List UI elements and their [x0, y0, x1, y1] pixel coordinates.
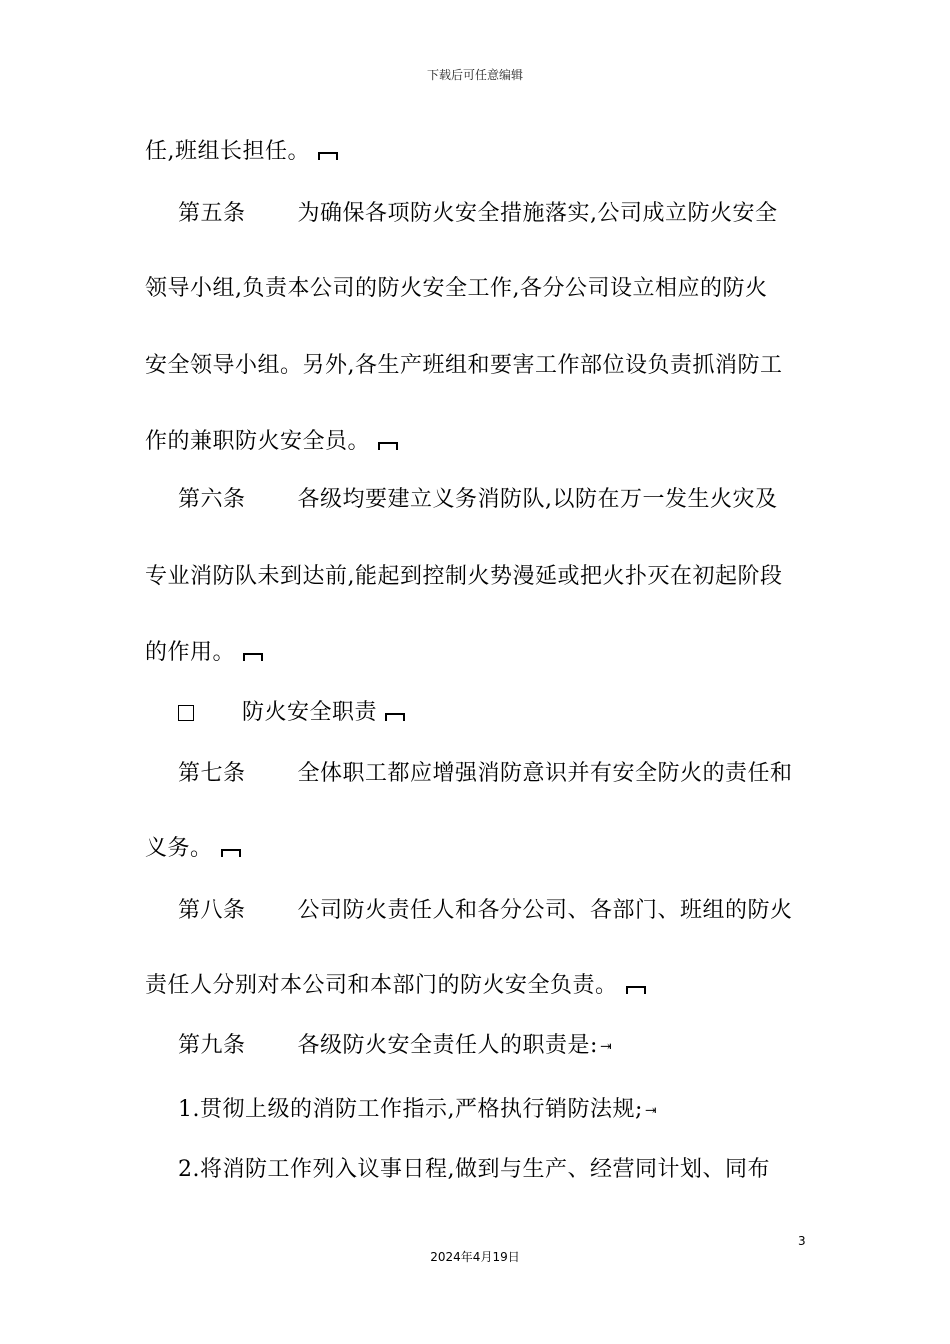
paragraph-mark-icon: [318, 152, 338, 160]
list-item: [178, 1152, 770, 1183]
page-header: 下载后可任意编辑: [426, 68, 523, 82]
line-text: 各级防火安全责任人的职责是:: [297, 1033, 598, 1058]
text-line: [145, 559, 783, 590]
article-line: [178, 1028, 612, 1059]
line-text: 任,班组长担任。: [145, 139, 310, 164]
line-text: 安全领导小组。另外,各生产班组和要害工作部位设负责抓消防工: [145, 353, 783, 378]
line-text: 作的兼职防火安全员。: [145, 429, 371, 454]
article-label: 第八条: [178, 898, 246, 923]
text-line: [145, 831, 241, 862]
line-text: 2.将消防工作列入议事日程,做到与生产、经营同计划、同布: [178, 1157, 770, 1182]
text-line: [145, 424, 398, 455]
line-break-mark-icon: ⇥: [644, 1103, 658, 1119]
line-text: 各级均要建立义务消防队,以防在万一发生火灾及: [297, 487, 778, 512]
line-text: 的作用。: [145, 640, 236, 665]
text-line: [145, 968, 646, 999]
line-text: 义务。: [145, 836, 213, 861]
line-text: 全体职工都应增强消防意识并有安全防火的责任和: [297, 761, 793, 786]
article-line: [178, 196, 778, 227]
paragraph-mark-icon: [385, 713, 405, 721]
section-heading-line: [178, 695, 405, 726]
article-label: 第五条: [178, 201, 246, 226]
text-line: [145, 134, 338, 165]
paragraph-mark-icon: [221, 849, 241, 857]
page-number: 3: [798, 1234, 806, 1248]
line-text: 1.贯彻上级的消防工作指示,严格执行销防法规;: [178, 1097, 643, 1122]
paragraph-mark-icon: [378, 442, 398, 450]
line-text: 为确保各项防火安全措施落实,公司成立防火安全: [297, 201, 778, 226]
article-line: [178, 893, 793, 924]
line-break-mark-icon: ⇥: [599, 1039, 613, 1055]
section-heading: 防火安全职责: [242, 700, 378, 725]
article-line: [178, 756, 793, 787]
text-line: [145, 635, 263, 666]
line-text: 责任人分别对本公司和本部门的防火安全负责。: [145, 973, 618, 998]
line-text: 专业消防队未到达前,能起到控制火势漫延或把火扑灭在初起阶段: [145, 564, 783, 589]
article-line: [178, 482, 778, 513]
list-item: [178, 1092, 657, 1123]
checkbox-icon: [178, 705, 194, 721]
paragraph-mark-icon: [626, 986, 646, 994]
paragraph-mark-icon: [243, 653, 263, 661]
page-footer-date: 2024年4月19日: [430, 1250, 520, 1264]
article-label: 第七条: [178, 761, 246, 786]
article-label: 第六条: [178, 487, 246, 512]
text-line: [145, 348, 783, 379]
line-text: 领导小组,负责本公司的防火安全工作,各分公司设立相应的防火: [145, 276, 768, 301]
line-text: 公司防火责任人和各分公司、各部门、班组的防火: [297, 898, 793, 923]
article-label: 第九条: [178, 1033, 246, 1058]
text-line: [145, 271, 768, 302]
